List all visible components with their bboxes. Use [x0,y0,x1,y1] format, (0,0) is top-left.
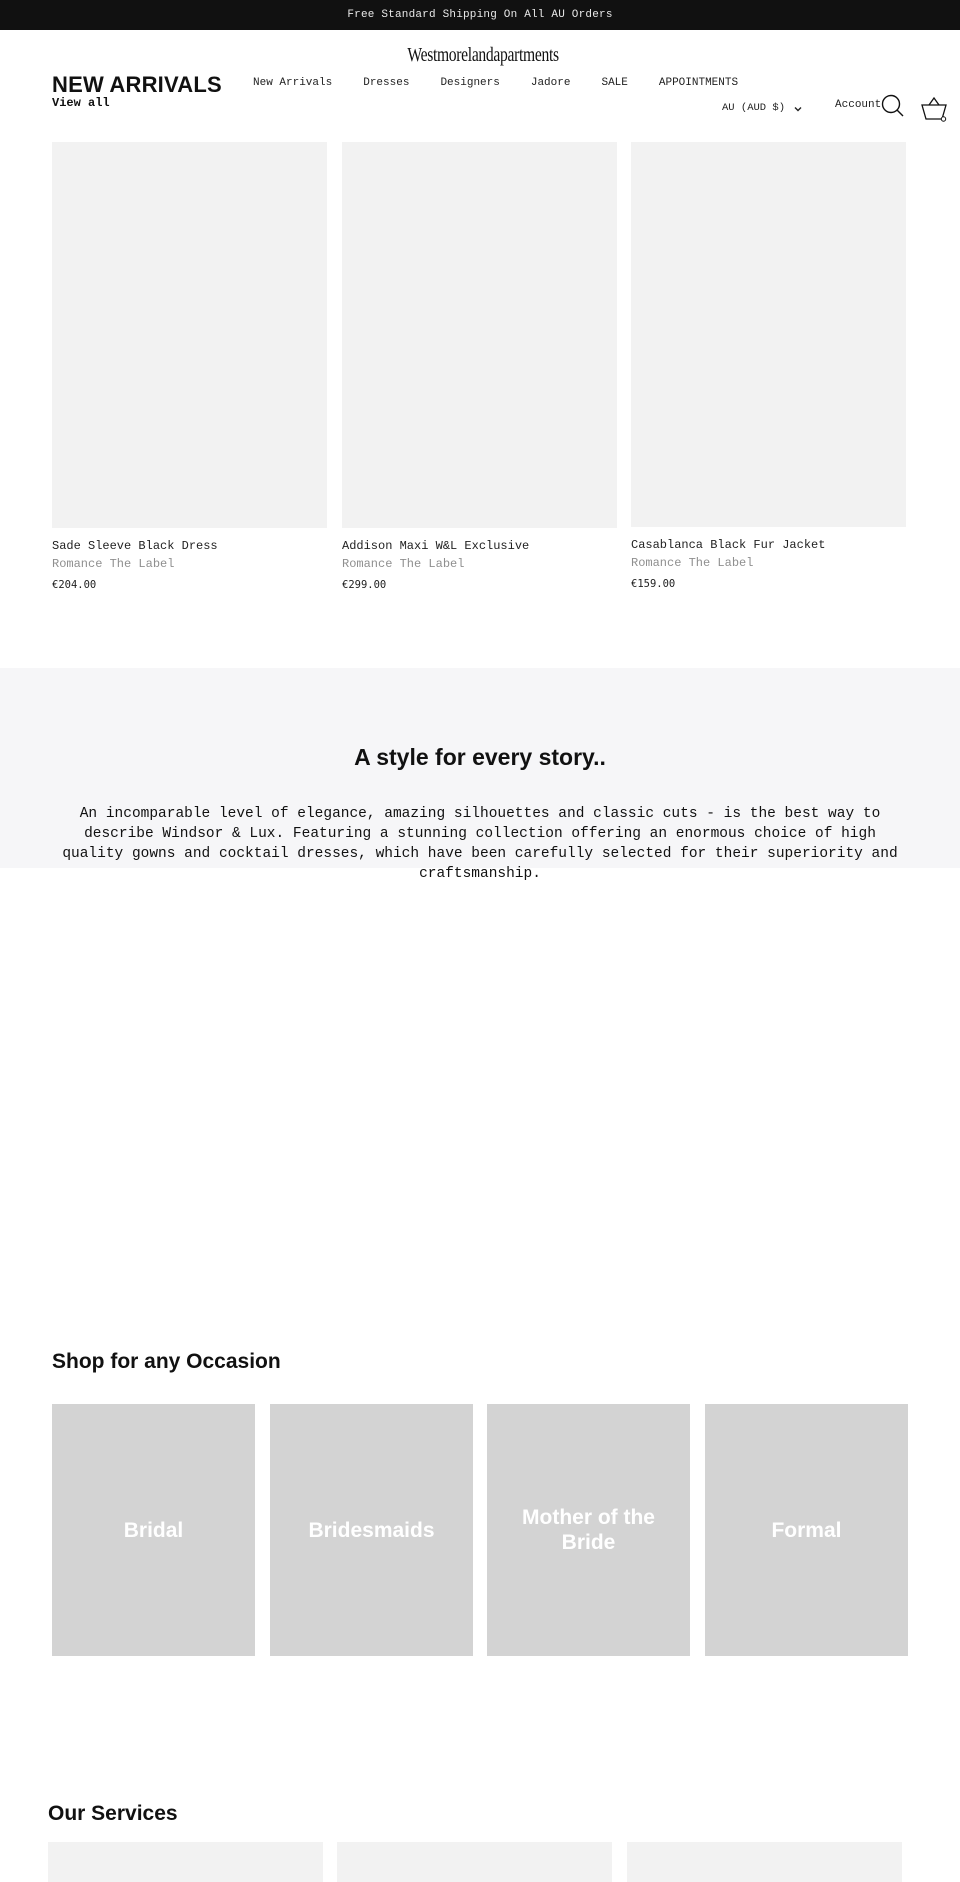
product-price: €159.00 [631,578,676,590]
product-card[interactable] [631,142,906,590]
services-title: Our Services [48,1802,178,1825]
occasion-tile-bridal[interactable]: Bridal [52,1404,255,1656]
nav-appointments[interactable]: APPOINTMENTS [658,77,739,89]
product-price: €204.00 [52,579,97,591]
product-card[interactable] [342,142,617,591]
view-all-link[interactable]: View all [52,96,110,110]
announcement-bar [0,0,960,30]
product-image[interactable] [342,142,617,528]
basket-icon[interactable] [920,95,948,123]
occasion-tile-formal[interactable]: Formal [705,1404,908,1656]
product-name[interactable]: Casablanca Black Fur Jacket [631,538,826,552]
product-brand: Romance The Label [342,557,465,571]
site-logo[interactable]: Westmorelandapartments [407,44,559,66]
new-arrivals-title: NEW ARRIVALS [52,72,222,97]
nav-designers[interactable]: Designers [440,77,500,89]
nav-sale[interactable]: SALE [601,77,628,89]
nav-dresses[interactable]: Dresses [363,77,410,89]
story-heading: A style for every story.. [354,744,606,770]
header-tools [722,96,881,114]
product-brand: Romance The Label [52,557,175,571]
product-brand: Romance The Label [631,556,754,570]
product-price: €299.00 [342,579,387,591]
service-card[interactable] [48,1842,323,1882]
product-card[interactable] [52,142,327,591]
chevron-down-icon [793,104,803,114]
search-icon[interactable] [880,93,906,119]
story-section [0,668,960,882]
occasion-tile-bridesmaids[interactable]: Bridesmaids [270,1404,473,1656]
currency-label: AU (AUD $) [722,102,786,114]
nav-new-arrivals[interactable]: New Arrivals [253,77,333,89]
product-name[interactable]: Sade Sleeve Black Dress [52,539,218,553]
story-body: An incomparable level of elegance, amazing silhouettes and classic cuts - is the best way to describe Windsor & Lux. Featuring a stunning collection offering an enormous choice of high quality gowns and cocktail dresses, which have been carefully selected for their superiority and craftsmanship. [62,806,898,882]
service-card[interactable] [627,1842,902,1882]
occasion-tile-mother-of-the-bride[interactable]: Mother of the Bride [487,1404,690,1656]
main-nav [253,77,769,89]
service-card[interactable] [337,1842,612,1882]
account-link[interactable]: Account [835,99,882,111]
product-image[interactable] [631,142,906,527]
currency-selector[interactable] [722,96,803,114]
nav-jadore[interactable]: Jadore [530,77,571,89]
announcement-text: Free Standard Shipping On All AU Orders [347,9,613,21]
occasion-title: Shop for any Occasion [52,1350,281,1373]
product-name[interactable]: Addison Maxi W&L Exclusive [342,539,530,553]
product-image[interactable] [52,142,327,528]
